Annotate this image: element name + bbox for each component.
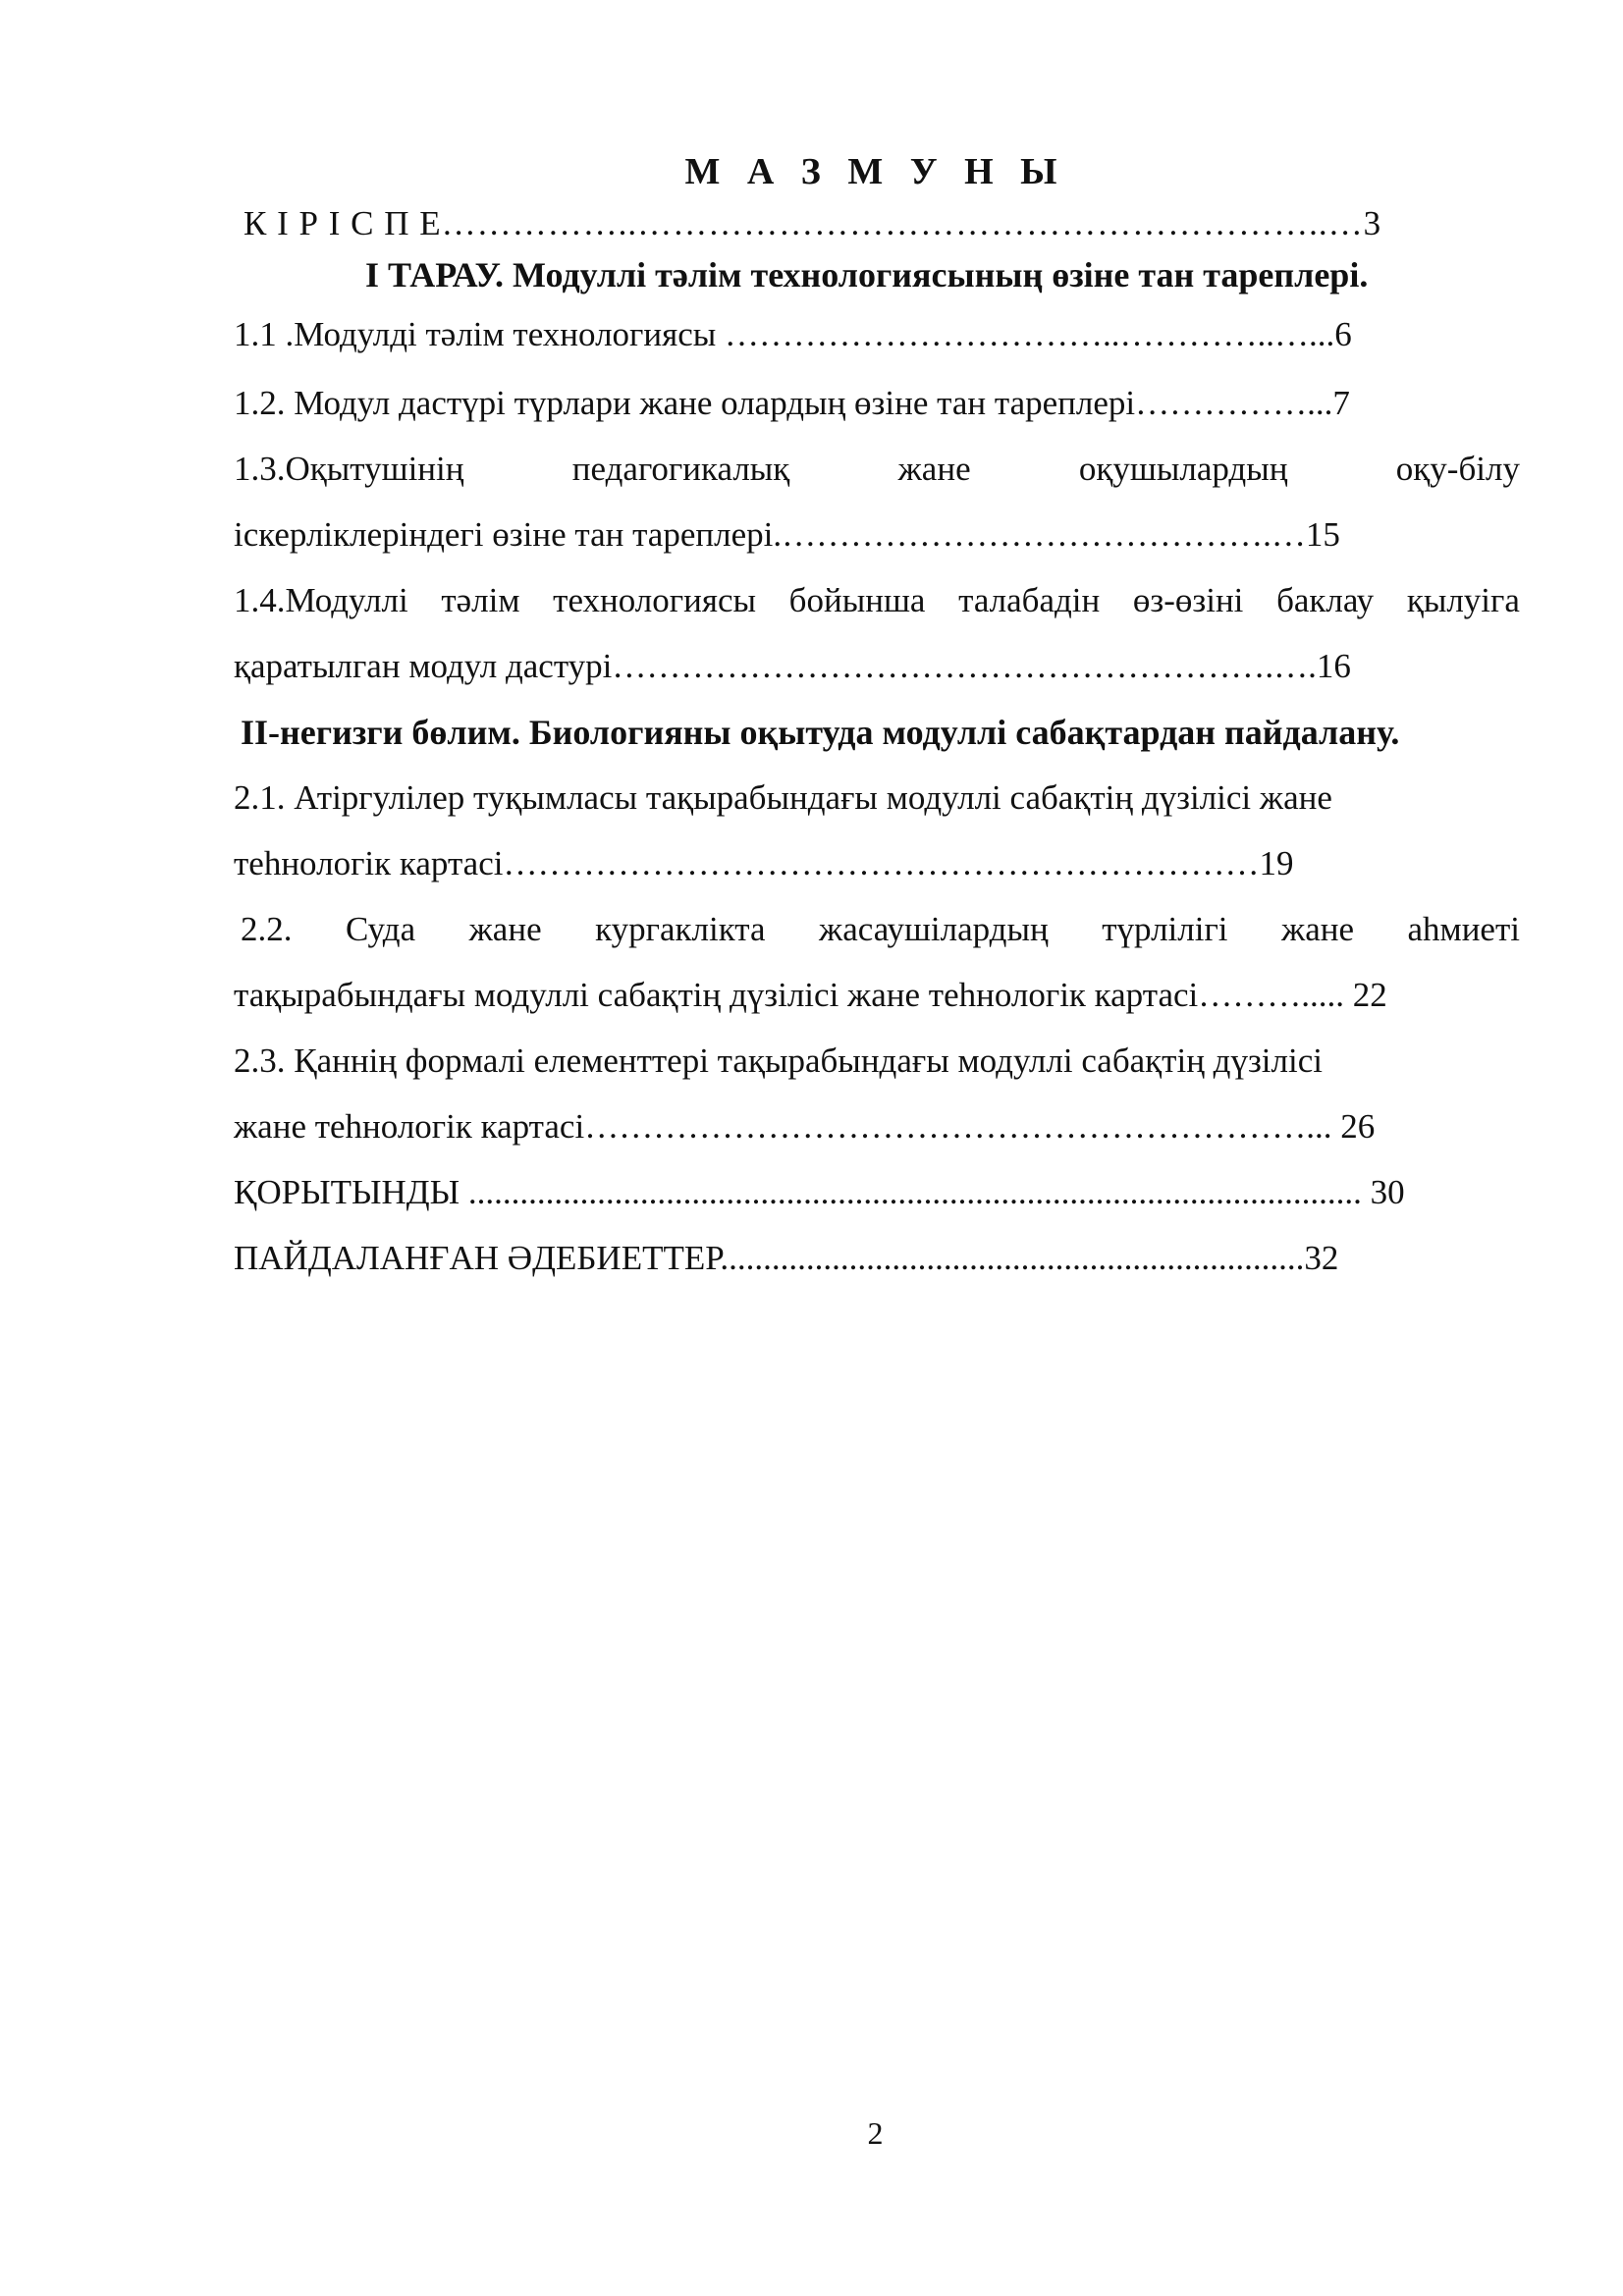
toc-word: кургаклікта <box>595 910 766 948</box>
toc-word: өз-өзіні <box>1132 581 1244 619</box>
toc-item-1-3-line2: іскерліклеріндегі өзіне тан тареплері.…………………………………….…15 <box>234 515 1340 554</box>
toc-part2-title: ІІ-негизги бөлим. Биологияны оқытуда модуллі сабақтардан пайдалану. <box>241 713 1400 752</box>
toc-word: технологиясы <box>553 581 756 619</box>
page-number: 2 <box>867 2115 884 2151</box>
toc-word: тәлім <box>441 581 520 619</box>
toc-heading: М А З М У Н Ы <box>684 151 1066 192</box>
toc-item-1-1: 1.1 .Модулді тәлім технологиясы ……………………………..…………..…...6 <box>234 315 1352 353</box>
toc-item-2-1-line1: 2.1. Атіргулілер туқымласы тақырабындағы модуллі сабақтің дүзілісі жане <box>234 778 1332 817</box>
toc-item-1-4-line1 <box>234 583 1520 617</box>
toc-conclusion-entry: ҚОРЫТЫНДЫ ........................................................................................................ 30 <box>234 1173 1405 1211</box>
toc-word: баклау <box>1276 581 1375 619</box>
toc-word: оқушылардың <box>1078 450 1288 488</box>
toc-references-entry: ПАЙДАЛАНҒАН ӘДЕБИЕТТЕР....................................................................32 <box>234 1239 1339 1277</box>
toc-item-2-2-line2: тақырабындағы модуллі сабақтің дүзілісі жане теһнологік картасі………..... 22 <box>234 976 1387 1014</box>
toc-word: талабадін <box>958 581 1101 619</box>
toc-word: жане <box>468 910 542 948</box>
toc-word: педагогикалық <box>571 450 790 488</box>
toc-word: аһмиеті <box>1407 910 1520 948</box>
toc-item-2-3-line2: жане теһнологік картасі………………………………………………………... 26 <box>234 1107 1376 1146</box>
toc-word: 1.3.Оқытушінің <box>234 450 464 488</box>
toc-word: Суда <box>346 910 416 948</box>
toc-word: 2.2. <box>241 910 293 948</box>
toc-word: қылуіга <box>1406 581 1520 619</box>
toc-word: жасаушілардың <box>819 910 1049 948</box>
toc-item-1-3-line1 <box>234 452 1520 486</box>
toc-word: жане <box>897 450 971 488</box>
toc-word: бойынша <box>788 581 926 619</box>
toc-intro-entry: К І Р І С П Е……………..…………………………………………………..…3 <box>243 204 1382 242</box>
toc-item-2-2-line1 <box>241 912 1520 946</box>
toc-item-2-1-line2: теһнологік картасі…………………………………………………………19 <box>234 844 1294 882</box>
toc-word: 1.4.Модуллі <box>234 581 408 619</box>
toc-word: оқу-білу <box>1395 450 1520 488</box>
toc-word: түрлілігі <box>1102 910 1228 948</box>
toc-word: жане <box>1281 910 1355 948</box>
toc-item-1-2: 1.2. Модул дастүрі түрлари жане олардың өзіне тан тареплері……………...7 <box>234 384 1350 422</box>
toc-item-2-3-line1: 2.3. Қаннің формалі елементтері тақырабындағы модуллі сабақтің дүзілісі <box>234 1041 1323 1080</box>
toc-part1-title: І ТАРАУ. Модуллі тәлім технологиясының өзіне тан тареплері. <box>365 255 1369 294</box>
toc-item-1-4-line2: қаратылган модул дастурі………………………………………………….….16 <box>234 647 1351 685</box>
